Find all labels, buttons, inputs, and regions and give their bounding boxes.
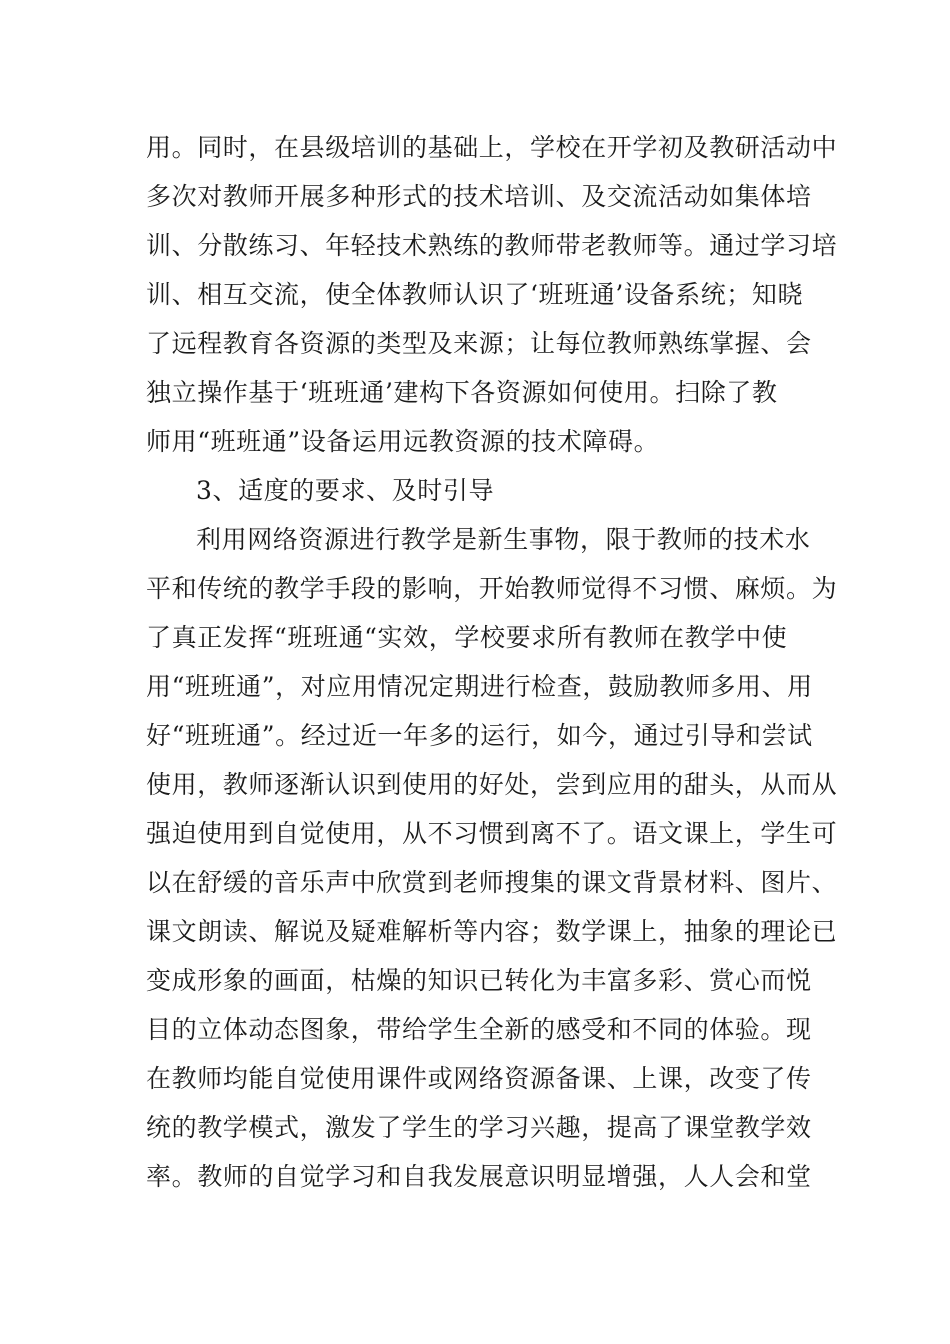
text-line: 课文朗读、解说及疑难解析等内容；数学课上，抽象的理论已 [146,917,838,946]
text-line: 强迫使用到自觉使用，从不习惯到离不了。语文课上，学生可 [146,819,838,848]
text-line: 在教师均能自觉使用课件或网络资源备课、上课，改变了传 [146,1064,812,1093]
text-line: 训、相互交流，使全体教师认识了‘班班通’设备系统；知晓 [146,280,804,309]
text-line: 变成形象的画面，枯燥的知识已转化为丰富多彩、赏心而悦 [146,966,812,995]
text-line: 率。教师的自觉学习和自我发展意识明显增强，人人会和堂 [146,1162,812,1191]
text-line: 好“班班通”。经过近一年多的运行，如今，通过引导和尝试 [146,721,813,750]
text-line: 师用“班班通”设备运用远教资源的技术障碍。 [146,427,660,456]
text-line: 统的教学模式，激发了学生的学习兴趣，提高了课堂教学效 [146,1113,812,1142]
text-line: 训、分散练习、年轻技术熟练的教师带老教师等。通过学习培 [146,231,838,260]
text-line: 了远程教育各资源的类型及来源；让每位教师熟练掌握、会 [146,329,812,358]
text-line: 利用网络资源进行教学是新生事物，限于教师的技术水 [196,525,811,554]
text-line: 用。同时，在县级培训的基础上，学校在开学初及教研活动中 [146,133,838,162]
section-heading: 3、适度的要求、及时引导 [196,476,495,505]
text-line: 用“班班通”，对应用情况定期进行检查，鼓励教师多用、用 [146,672,813,701]
text-line: 了真正发挥“班班通“实效，学校要求所有教师在教学中使 [146,623,788,652]
text-line: 以在舒缓的音乐声中欣赏到老师搜集的课文背景材料、图片、 [146,868,838,897]
text-line: 使用，教师逐渐认识到使用的好处，尝到应用的甜头，从而从 [146,770,838,799]
text-line: 目的立体动态图象，带给学生全新的感受和不同的体验。现 [146,1015,812,1044]
text-line: 平和传统的教学手段的影响，开始教师觉得不习惯、麻烦。为 [146,574,838,603]
text-line: 独立操作基于‘班班通’建构下各资源如何使用。扫除了教 [146,378,778,407]
text-line: 多次对教师开展多种形式的技术培训、及交流活动如集体培 [146,182,812,211]
